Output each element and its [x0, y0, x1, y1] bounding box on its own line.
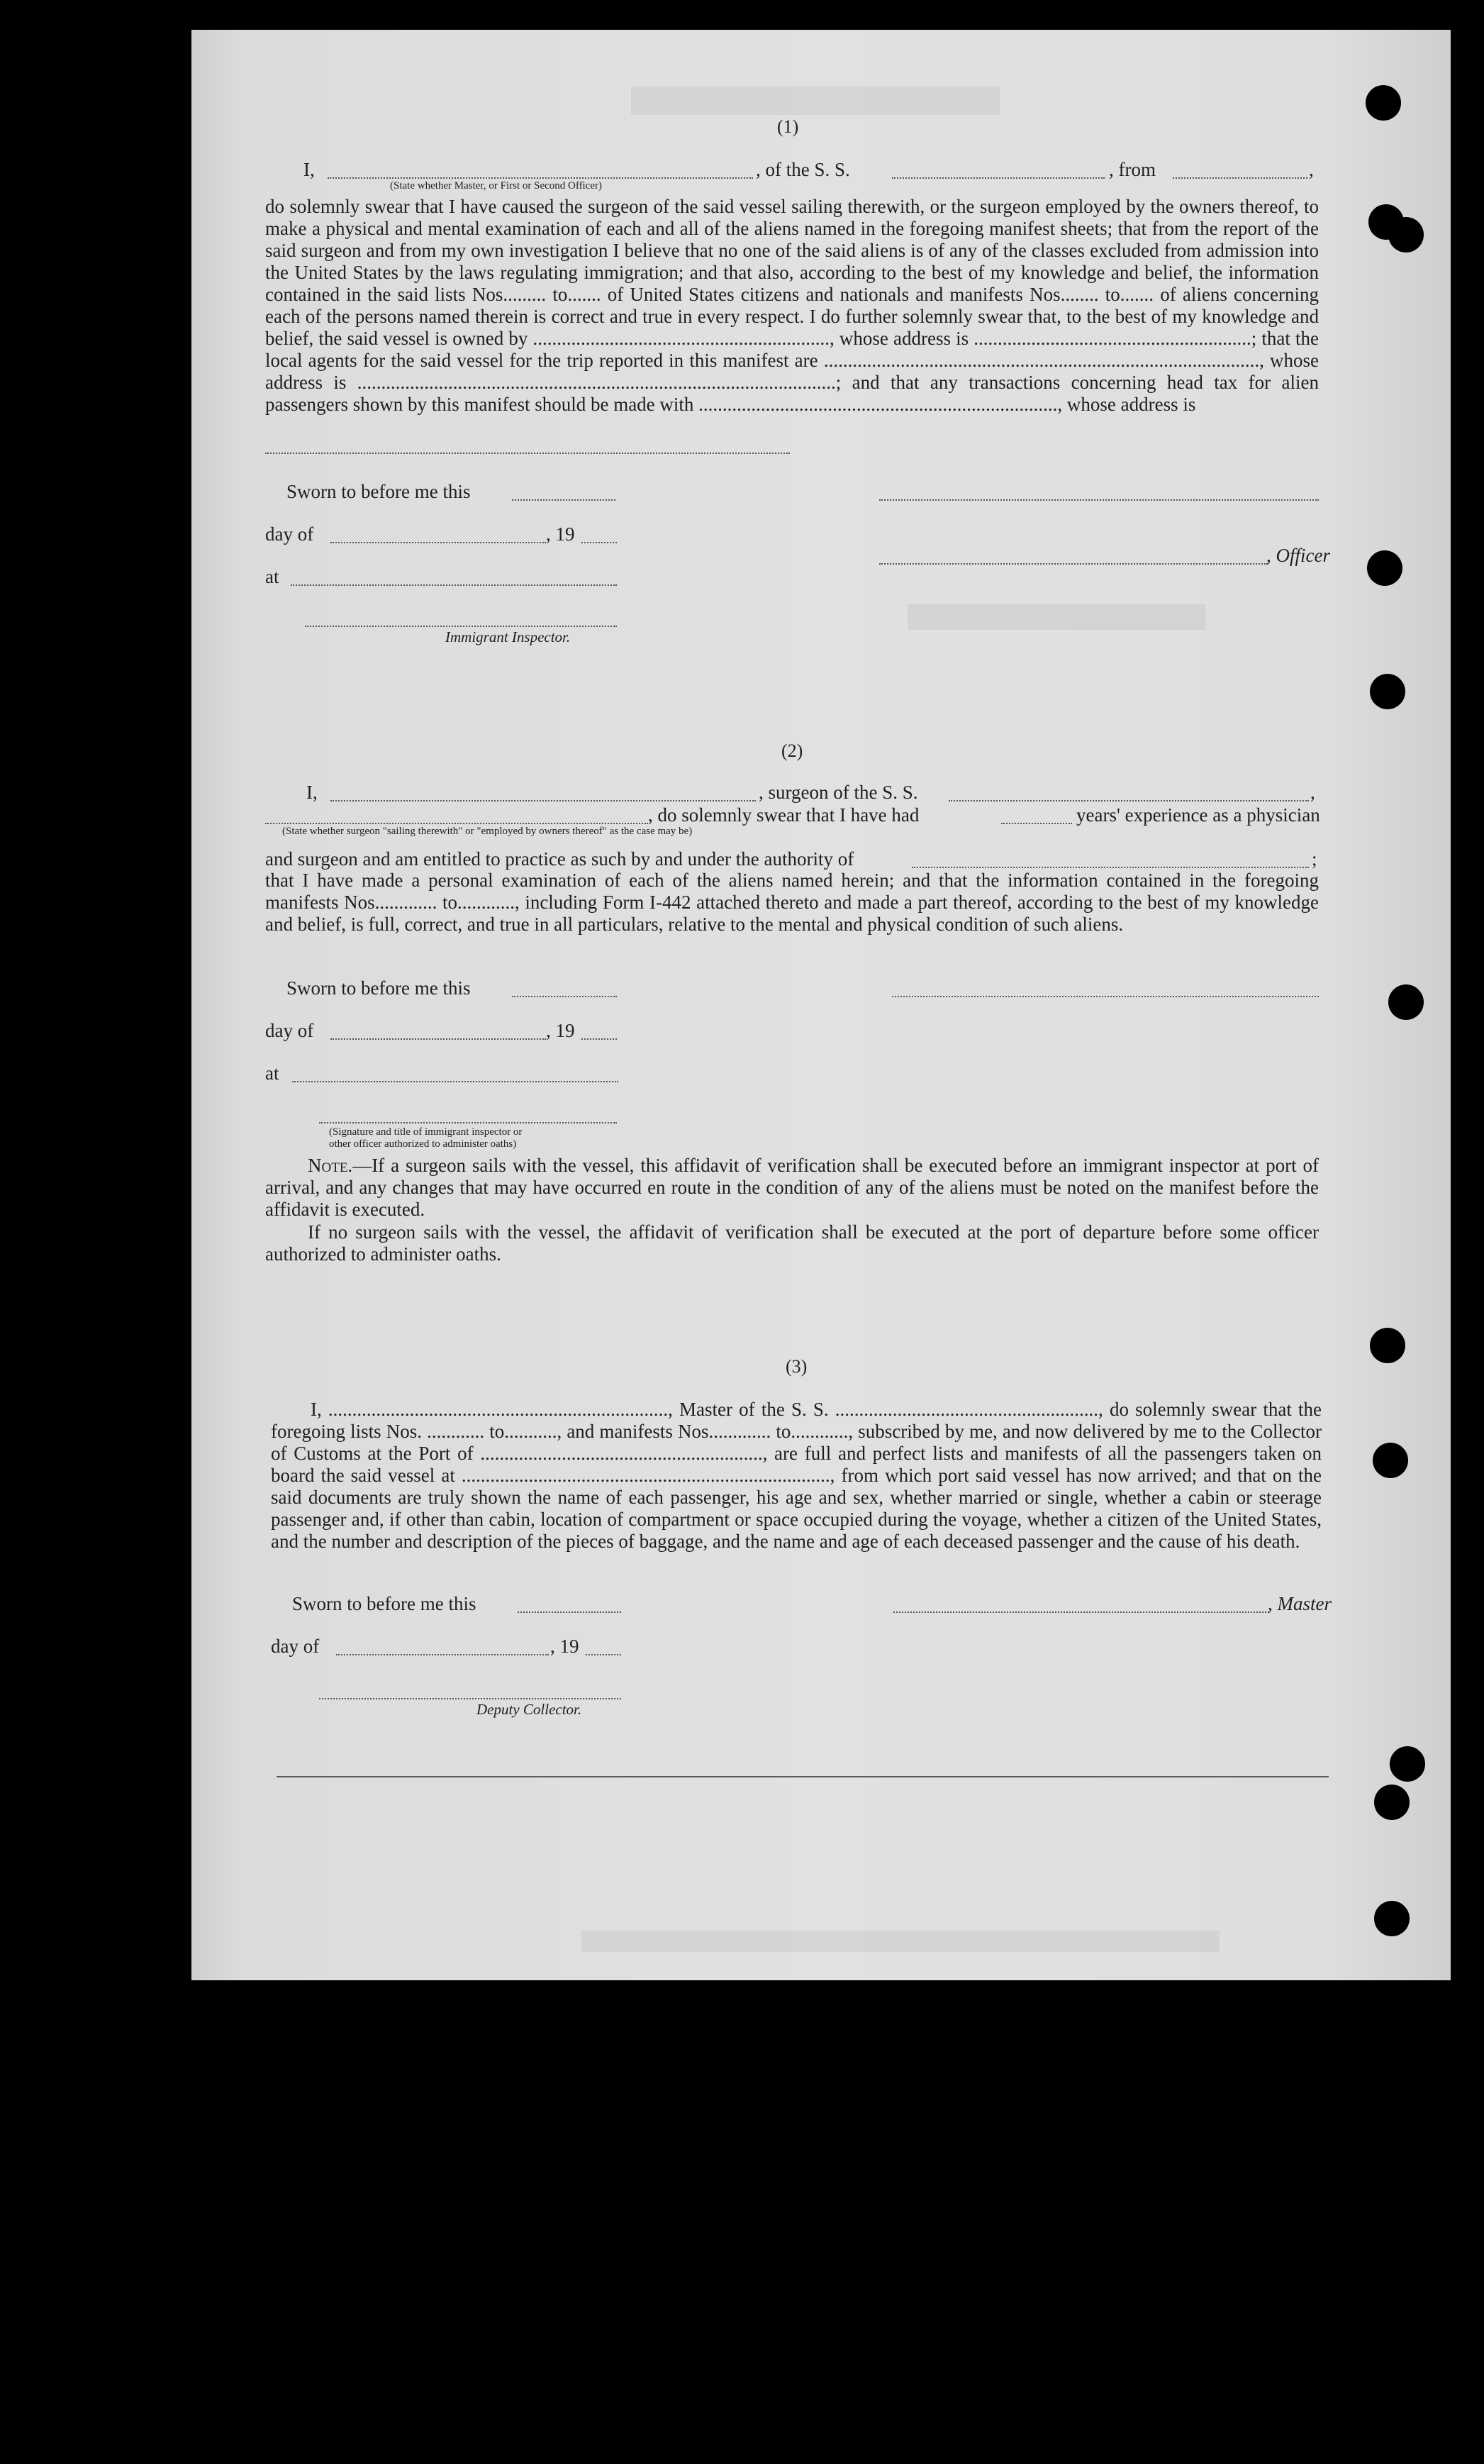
- surgeon-type-blank: [265, 823, 648, 824]
- note-text-1: —If a surgeon sails with the vessel, this affidavit of verification shall be executed before an immigrant inspector at port of arrival, and any changes that may have occurred en route in the condition of any of the aliens must be noted on the manifest before the affidavit is executed.: [265, 1155, 1319, 1220]
- affidavit-2-text: that I have made a personal examination of each of the aliens named herein; and that the information contained in the foregoing manifests Nos............. to............, including Form I-442 attached thereto and made a part thereof, according to the best of my knowledge and belief, is full, correct, and true in all particulars, relative to the mental and physical condition of such aliens.: [265, 870, 1319, 935]
- sworn-label-2: Sworn to before me this: [286, 977, 471, 999]
- day-of-blank-3: [336, 1654, 549, 1655]
- year-label-3: , 19: [550, 1636, 579, 1657]
- officer-rank-note: (State whether Master, or First or Second Officer): [390, 180, 603, 192]
- at-label: at: [265, 566, 279, 587]
- at-place-blank: [291, 584, 617, 586]
- punch-hole: [1390, 1746, 1425, 1782]
- year-blank-3: [586, 1654, 621, 1655]
- note-label: Note.: [308, 1155, 353, 1176]
- immigrant-inspector-label: Immigrant Inspector.: [445, 628, 571, 645]
- affidavit-2-years: years' experience as a physician: [1076, 804, 1320, 826]
- punch-hole: [1388, 217, 1424, 252]
- bleed-through-mark: [631, 87, 1000, 115]
- collector-signature-blank: [319, 1698, 621, 1699]
- affidavit-2-authority: and surgeon and am entitled to practice as such by and under the authority of: [265, 848, 854, 870]
- surgeon-signature-blank: [892, 996, 1319, 997]
- inspector-signature-blank-2: [319, 1122, 617, 1123]
- affidavit-3-text: I, ......................................................................., Master of the S. S. ......................................................., do solemnly swear that the foregoing lists Nos. ............ to..........., and manifests Nos............. to............, subscribed by me, and now delivered by me to the Collector of Customs at the Port of ..........................................................., are full and perfect lists and manifests of all the passengers taken on board the said vessel at ............................................................................., from which port said vessel has now arrived; and that on the said documents are truly shown the name of each passenger, his age and sex, whether married or single, whether a cabin or steerage passenger and, if other than cabin, location of compartment or space occupied during the voyage, whether a citizen of the United States, and the number and description of the pieces of baggage, and the name and age of each deceased passenger and the cause of his death.: [271, 1399, 1322, 1552]
- affidavit-2-swear: , do solemnly swear that I have had: [648, 804, 920, 826]
- master-name-blank: [328, 177, 753, 179]
- punch-hole: [1374, 1785, 1410, 1820]
- inspector-signature-blank: [305, 626, 617, 627]
- officer-label: , Officer: [1266, 545, 1330, 566]
- punch-hole: [1370, 1328, 1405, 1363]
- sworn-date-blank-2: [512, 996, 617, 997]
- affidavit-2-comma: ,: [1310, 782, 1315, 803]
- day-of-blank: [330, 542, 546, 543]
- affidavit-2-surgeon-of-ss: , surgeon of the S. S.: [759, 782, 918, 803]
- officer-signature-blank-2: [879, 563, 1268, 565]
- year-blank-2: [581, 1038, 617, 1040]
- punch-hole: [1374, 1901, 1410, 1936]
- master-label: , Master: [1268, 1593, 1332, 1614]
- punch-hole: [1388, 984, 1424, 1020]
- officer-signature-blank-1: [879, 499, 1319, 501]
- bleed-through-mark: [581, 1931, 1220, 1952]
- year-blank: [581, 542, 617, 543]
- affidavit-1-number: (1): [777, 116, 799, 137]
- master-signature-blank: [893, 1611, 1269, 1613]
- affidavit-1-of-ss: , of the S. S.: [756, 159, 850, 180]
- punch-hole: [1373, 1443, 1408, 1478]
- note-paragraph-2: If no surgeon sails with the vessel, the affidavit of verification shall be executed at the port of departure before some officer authorized to administer oaths.: [265, 1221, 1319, 1265]
- at-place-blank-2: [292, 1081, 618, 1082]
- affidavit-2-i: I,: [306, 782, 318, 803]
- surgeon-type-note: (State whether surgeon "sailing therewith" or "employed by owners thereof" as the case may be): [282, 826, 693, 837]
- sworn-label: Sworn to before me this: [286, 481, 471, 502]
- vessel-name-blank: [892, 177, 1105, 179]
- extra-address-blank: [265, 453, 790, 454]
- authority-blank: [912, 867, 1309, 868]
- day-of-label-2: day of: [265, 1020, 314, 1041]
- manifest-verification-form: [191, 30, 1451, 1980]
- affidavit-1-i: I,: [303, 159, 315, 180]
- affidavit-2-semicolon: ;: [1312, 848, 1317, 870]
- affidavit-3-number: (3): [786, 1356, 808, 1377]
- signature-note-line-2: other officer authorized to administer oaths): [329, 1138, 517, 1150]
- day-of-label-3: day of: [271, 1636, 320, 1657]
- deputy-collector-label: Deputy Collector.: [476, 1701, 582, 1718]
- day-of-label: day of: [265, 523, 314, 545]
- sworn-date-blank: [512, 499, 615, 501]
- signature-note-line-1: (Signature and title of immigrant inspector or: [329, 1126, 523, 1138]
- year-label: , 19: [546, 523, 575, 545]
- years-experience-blank: [1001, 823, 1072, 824]
- bottom-rule: [277, 1776, 1329, 1777]
- port-from-blank: [1173, 177, 1307, 179]
- affidavit-1-text: do solemnly swear that I have caused the surgeon of the said vessel sailing therewith, or the surgeon employed by the owners thereof, to make a physical and mental examination of each and all of the aliens named in the foregoing manifest sheets; that from the report of the said surgeon and from my own investigation I believe that no one of the said aliens is of any of the classes excluded from admission into the United States by the laws regulating immigration; and that also, according to the best of my knowledge and belief, the information contained in the said lists Nos......... to....... of United States citizens and nationals and manifests Nos........ to....... of aliens concerning each of the persons named therein is correct and true in every respect. I do further solemnly swear that, to the best of my knowledge and belief, the said vessel is owned by .............................................................., whose address is ..........................................................; that the local agents for the said vessel for the trip reported in this manifest are ..........................................................................................., whose address is ....................................................................................................; and that any transactions concerning head tax for alien passengers shown by this manifest should be made with ..........................................................................., whose address is: [265, 196, 1319, 415]
- surgeon-name-blank: [330, 800, 756, 801]
- affidavit-2-number: (2): [781, 740, 803, 761]
- punch-hole: [1370, 674, 1405, 709]
- note-paragraph-1: [265, 1155, 1319, 1221]
- bleed-through-mark: [908, 604, 1205, 630]
- affidavit-1-comma: ,: [1309, 159, 1314, 180]
- sworn-date-blank-3: [518, 1611, 621, 1613]
- affidavit-1-from: , from: [1109, 159, 1156, 180]
- day-of-blank-2: [330, 1038, 546, 1040]
- sworn-label-3: Sworn to before me this: [292, 1593, 476, 1614]
- year-label-2: , 19: [546, 1020, 575, 1041]
- at-label-2: at: [265, 1062, 279, 1084]
- vessel-name-blank-2: [949, 800, 1309, 801]
- punch-hole: [1367, 550, 1402, 586]
- punch-hole: [1366, 85, 1401, 121]
